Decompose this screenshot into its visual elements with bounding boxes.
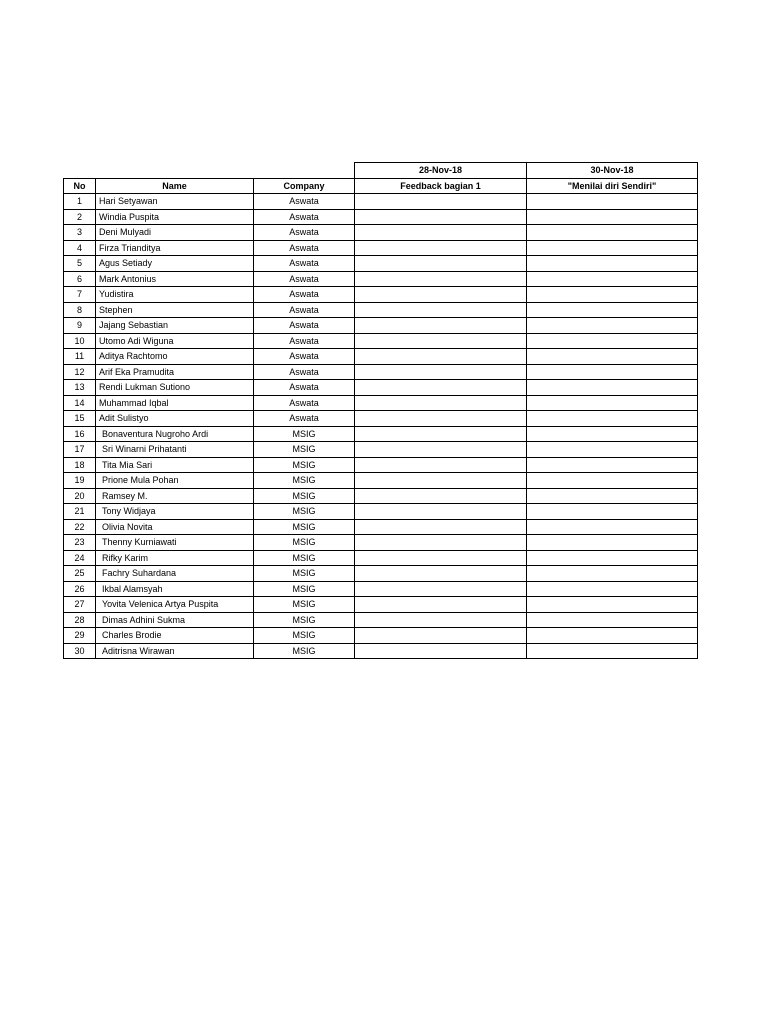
participant-name-cell[interactable]: Ramsey M. <box>96 488 254 504</box>
session-1-cell[interactable] <box>355 519 527 535</box>
session-1-cell[interactable] <box>355 612 527 628</box>
session-1-cell[interactable] <box>355 240 527 256</box>
table-row <box>64 597 698 613</box>
session-2-cell[interactable] <box>527 225 698 241</box>
participant-name-cell[interactable]: Stephen <box>96 302 254 318</box>
table-row <box>64 271 698 287</box>
session-1-cell[interactable] <box>355 395 527 411</box>
row-number-cell[interactable]: 7 <box>64 287 96 303</box>
session-2-cell[interactable] <box>527 628 698 644</box>
blank-cell <box>64 163 96 179</box>
row-number-cell[interactable]: 18 <box>64 457 96 473</box>
table-row <box>64 566 698 582</box>
session-2-cell[interactable] <box>527 612 698 628</box>
company-cell[interactable]: MSIG <box>254 566 355 582</box>
session-2-cell[interactable] <box>527 209 698 225</box>
company-cell[interactable]: MSIG <box>254 643 355 659</box>
row-number-cell[interactable]: 1 <box>64 194 96 210</box>
session-2-cell[interactable] <box>527 194 698 210</box>
row-number-cell[interactable]: 15 <box>64 411 96 427</box>
row-number-cell[interactable]: 14 <box>64 395 96 411</box>
session-2-cell[interactable] <box>527 457 698 473</box>
row-number-cell[interactable]: 25 <box>64 566 96 582</box>
session-1-cell[interactable] <box>355 535 527 551</box>
row-number-cell[interactable]: 19 <box>64 473 96 489</box>
participant-name-cell[interactable]: Bonaventura Nugroho Ardi <box>96 426 254 442</box>
session-2-cell[interactable] <box>527 411 698 427</box>
row-number-cell[interactable]: 30 <box>64 643 96 659</box>
session-2-cell[interactable] <box>527 426 698 442</box>
row-number-cell[interactable]: 29 <box>64 628 96 644</box>
table-row <box>64 426 698 442</box>
session-2-cell[interactable] <box>527 442 698 458</box>
session-2-cell[interactable] <box>527 504 698 520</box>
company-cell[interactable]: Aswata <box>254 240 355 256</box>
session-2-cell[interactable] <box>527 302 698 318</box>
session-1-cell[interactable] <box>355 333 527 349</box>
company-cell[interactable]: MSIG <box>254 612 355 628</box>
attendance-table-body <box>64 163 698 659</box>
company-cell[interactable]: MSIG <box>254 457 355 473</box>
table-row <box>64 581 698 597</box>
table-row <box>64 519 698 535</box>
session-2-cell[interactable] <box>527 240 698 256</box>
company-cell[interactable]: Aswata <box>254 256 355 272</box>
session-1-cell[interactable] <box>355 287 527 303</box>
participant-name-cell[interactable]: Tony Widjaya <box>96 504 254 520</box>
company-cell[interactable]: MSIG <box>254 488 355 504</box>
session-2-cell[interactable] <box>527 380 698 396</box>
date-header-row <box>64 163 698 179</box>
row-number-cell[interactable]: 26 <box>64 581 96 597</box>
company-cell[interactable]: Aswata <box>254 395 355 411</box>
company-cell[interactable]: Aswata <box>254 349 355 365</box>
attendance-table <box>63 162 698 659</box>
participant-name-cell[interactable]: Tita Mia Sari <box>96 457 254 473</box>
session-2-cell[interactable] <box>527 581 698 597</box>
session-2-cell[interactable] <box>527 364 698 380</box>
company-cell[interactable]: Aswata <box>254 380 355 396</box>
participant-name-cell[interactable]: Arif Eka Pramudita <box>96 364 254 380</box>
session-2-date[interactable]: 30-Nov-18 <box>527 163 698 179</box>
row-number-cell[interactable]: 27 <box>64 597 96 613</box>
session-1-cell[interactable] <box>355 628 527 644</box>
company-cell[interactable]: MSIG <box>254 550 355 566</box>
company-cell[interactable]: Aswata <box>254 302 355 318</box>
row-number-cell[interactable]: 16 <box>64 426 96 442</box>
session-1-cell[interactable] <box>355 566 527 582</box>
session-2-cell[interactable] <box>527 395 698 411</box>
company-cell[interactable]: MSIG <box>254 442 355 458</box>
session-1-cell[interactable] <box>355 256 527 272</box>
session-1-cell[interactable] <box>355 380 527 396</box>
company-cell[interactable]: Aswata <box>254 271 355 287</box>
column-header-name[interactable]: Name <box>96 178 254 194</box>
session-1-cell[interactable] <box>355 411 527 427</box>
column-header-session-1[interactable]: Feedback bagian 1 <box>355 178 527 194</box>
table-row <box>64 411 698 427</box>
company-cell[interactable]: Aswata <box>254 333 355 349</box>
participant-name-cell[interactable]: Hari Setyawan <box>96 194 254 210</box>
row-number-cell[interactable]: 11 <box>64 349 96 365</box>
row-number-cell[interactable]: 10 <box>64 333 96 349</box>
blank-cell <box>96 163 254 179</box>
table-row <box>64 349 698 365</box>
column-header-row <box>64 178 698 194</box>
participant-name-cell[interactable]: Fachry Suhardana <box>96 566 254 582</box>
row-number-cell[interactable]: 9 <box>64 318 96 334</box>
table-row <box>64 318 698 334</box>
table-row <box>64 225 698 241</box>
table-row <box>64 504 698 520</box>
participant-name-cell[interactable]: Yudistira <box>96 287 254 303</box>
table-row <box>64 457 698 473</box>
session-1-cell[interactable] <box>355 581 527 597</box>
session-1-cell[interactable] <box>355 194 527 210</box>
participant-name-cell[interactable]: Thenny Kurniawati <box>96 535 254 551</box>
row-number-cell[interactable]: 12 <box>64 364 96 380</box>
session-1-cell[interactable] <box>355 643 527 659</box>
participant-name-cell[interactable]: Rifky Karim <box>96 550 254 566</box>
participant-name-cell[interactable]: Aditrisna Wirawan <box>96 643 254 659</box>
company-cell[interactable]: Aswata <box>254 411 355 427</box>
participant-name-cell[interactable]: Sri Winarni Prihatanti <box>96 442 254 458</box>
participant-name-cell[interactable]: Utomo Adi Wiguna <box>96 333 254 349</box>
session-2-cell[interactable] <box>527 566 698 582</box>
session-1-cell[interactable] <box>355 473 527 489</box>
blank-cell <box>254 163 355 179</box>
company-cell[interactable]: Aswata <box>254 194 355 210</box>
participant-name-cell[interactable]: Windia Puspita <box>96 209 254 225</box>
table-row <box>64 643 698 659</box>
participant-name-cell[interactable]: Firza Trianditya <box>96 240 254 256</box>
session-2-cell[interactable] <box>527 643 698 659</box>
row-number-cell[interactable]: 5 <box>64 256 96 272</box>
table-row <box>64 256 698 272</box>
session-2-cell[interactable] <box>527 318 698 334</box>
table-row <box>64 628 698 644</box>
table-row <box>64 209 698 225</box>
company-cell[interactable]: MSIG <box>254 581 355 597</box>
row-number-cell[interactable]: 28 <box>64 612 96 628</box>
session-1-cell[interactable] <box>355 225 527 241</box>
table-row <box>64 287 698 303</box>
participant-name-cell[interactable]: Charles Brodie <box>96 628 254 644</box>
session-2-cell[interactable] <box>527 349 698 365</box>
table-row <box>64 612 698 628</box>
session-2-cell[interactable] <box>527 519 698 535</box>
participant-name-cell[interactable]: Deni Mulyadi <box>96 225 254 241</box>
row-number-cell[interactable]: 13 <box>64 380 96 396</box>
row-number-cell[interactable]: 4 <box>64 240 96 256</box>
row-number-cell[interactable]: 2 <box>64 209 96 225</box>
table-row <box>64 473 698 489</box>
session-1-cell[interactable] <box>355 504 527 520</box>
session-2-cell[interactable] <box>527 287 698 303</box>
participant-name-cell[interactable]: Dimas Adhini Sukma <box>96 612 254 628</box>
company-cell[interactable]: MSIG <box>254 504 355 520</box>
participant-name-cell[interactable]: Rendi Lukman Sutiono <box>96 380 254 396</box>
row-number-cell[interactable]: 24 <box>64 550 96 566</box>
session-1-cell[interactable] <box>355 426 527 442</box>
company-cell[interactable]: MSIG <box>254 535 355 551</box>
participant-name-cell[interactable]: Aditya Rachtomo <box>96 349 254 365</box>
participant-name-cell[interactable]: Ikbal Alamsyah <box>96 581 254 597</box>
company-cell[interactable]: Aswata <box>254 318 355 334</box>
table-row <box>64 380 698 396</box>
session-2-cell[interactable] <box>527 256 698 272</box>
table-row <box>64 364 698 380</box>
row-number-cell[interactable]: 17 <box>64 442 96 458</box>
column-header-session-2[interactable]: "Menilai diri Sendiri" <box>527 178 698 194</box>
session-1-cell[interactable] <box>355 457 527 473</box>
row-number-cell[interactable]: 21 <box>64 504 96 520</box>
session-1-cell[interactable] <box>355 364 527 380</box>
participant-name-cell[interactable]: Mark Antonius <box>96 271 254 287</box>
session-1-cell[interactable] <box>355 209 527 225</box>
row-number-cell[interactable]: 22 <box>64 519 96 535</box>
row-number-cell[interactable]: 6 <box>64 271 96 287</box>
table-row <box>64 333 698 349</box>
session-1-cell[interactable] <box>355 488 527 504</box>
session-2-cell[interactable] <box>527 550 698 566</box>
session-1-cell[interactable] <box>355 550 527 566</box>
session-2-cell[interactable] <box>527 488 698 504</box>
company-cell[interactable]: Aswata <box>254 225 355 241</box>
table-row <box>64 488 698 504</box>
session-1-cell[interactable] <box>355 349 527 365</box>
company-cell[interactable]: MSIG <box>254 426 355 442</box>
participant-name-cell[interactable]: Muhammad Iqbal <box>96 395 254 411</box>
session-1-cell[interactable] <box>355 271 527 287</box>
company-cell[interactable]: Aswata <box>254 287 355 303</box>
table-row <box>64 240 698 256</box>
column-header-no[interactable]: No <box>64 178 96 194</box>
participant-name-cell[interactable]: Jajang Sebastian <box>96 318 254 334</box>
company-cell[interactable]: MSIG <box>254 597 355 613</box>
company-cell[interactable]: MSIG <box>254 473 355 489</box>
row-number-cell[interactable]: 3 <box>64 225 96 241</box>
participant-name-cell[interactable]: Agus Setiady <box>96 256 254 272</box>
company-cell[interactable]: MSIG <box>254 519 355 535</box>
session-1-cell[interactable] <box>355 318 527 334</box>
participant-name-cell[interactable]: Prione Mula Pohan <box>96 473 254 489</box>
company-cell[interactable]: MSIG <box>254 628 355 644</box>
table-row <box>64 535 698 551</box>
session-1-date[interactable]: 28-Nov-18 <box>355 163 527 179</box>
session-2-cell[interactable] <box>527 473 698 489</box>
table-row <box>64 442 698 458</box>
column-header-company[interactable]: Company <box>254 178 355 194</box>
participant-name-cell[interactable]: Olivia Novita <box>96 519 254 535</box>
table-row <box>64 194 698 210</box>
participant-name-cell[interactable]: Yovita Velenica Artya Puspita <box>96 597 254 613</box>
company-cell[interactable]: Aswata <box>254 209 355 225</box>
session-1-cell[interactable] <box>355 597 527 613</box>
participant-name-cell[interactable]: Adit Sulistyo <box>96 411 254 427</box>
session-2-cell[interactable] <box>527 271 698 287</box>
session-1-cell[interactable] <box>355 442 527 458</box>
row-number-cell[interactable]: 8 <box>64 302 96 318</box>
row-number-cell[interactable]: 20 <box>64 488 96 504</box>
session-2-cell[interactable] <box>527 535 698 551</box>
row-number-cell[interactable]: 23 <box>64 535 96 551</box>
table-row <box>64 302 698 318</box>
session-1-cell[interactable] <box>355 302 527 318</box>
table-row <box>64 395 698 411</box>
table-row <box>64 550 698 566</box>
session-2-cell[interactable] <box>527 333 698 349</box>
session-2-cell[interactable] <box>527 597 698 613</box>
company-cell[interactable]: Aswata <box>254 364 355 380</box>
